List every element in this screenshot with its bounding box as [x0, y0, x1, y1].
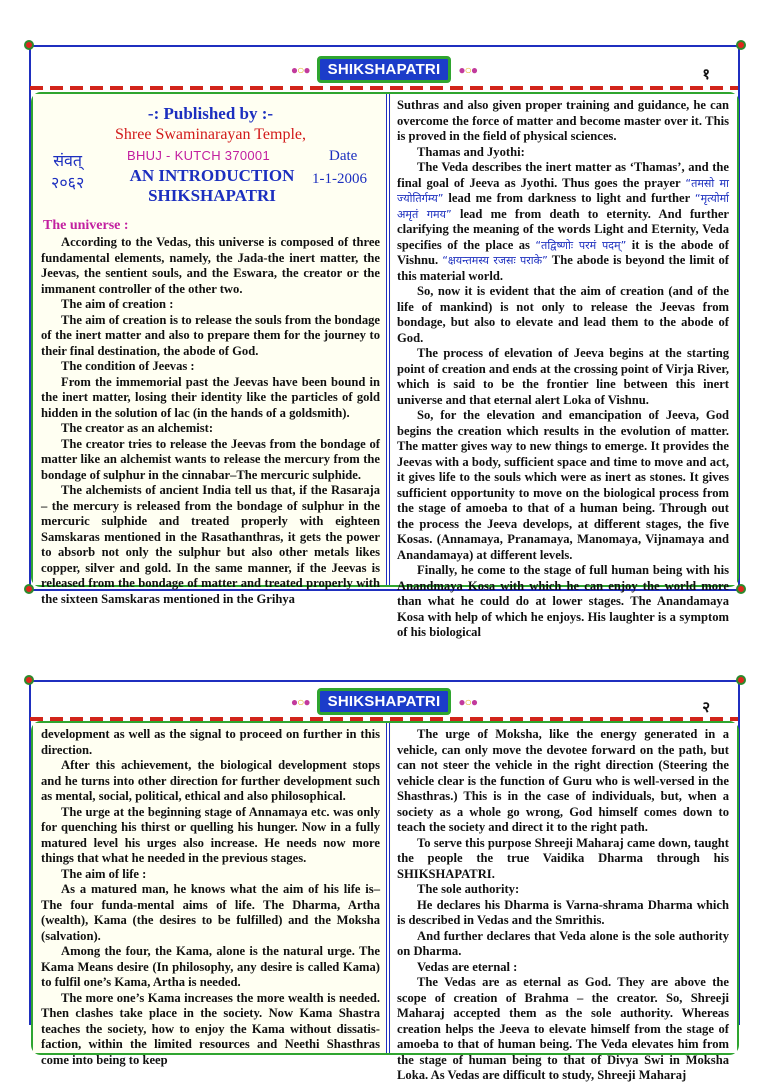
paragraph-thamas — [397, 160, 729, 284]
paragraph: The aim of creation is to release the souls from the bondage of the inert matter and also to prepare them for the journey to their final destination, the abode of God. — [41, 312, 380, 358]
corner-dot — [24, 40, 34, 50]
text-run: it is the abode of Vishnu. — [397, 237, 729, 267]
paragraph: development as well as the signal to proceed on further in this direction. — [41, 727, 380, 757]
column-divider — [386, 723, 390, 1053]
content-box — [31, 721, 739, 1082]
left-column-text — [41, 235, 380, 607]
paragraph: So, for the elevation and emancipation of Jeeva, God begins the creation which results in the evolution of matter. The matter gives way to new things to emerge. It provides the Jeevas with a body, sufficient space and time to move and act, it gives life to the souls which were as inert as stones. It gives sufficient opportunity to move on the biological process from the stage of amoeba to that of a human being. Through out the process the Jeeva develops, at different stages, the five Kosas. (Annamaya, Pranamaya, Manomaya, Vijnamaya and Anandamaya) at different levels. — [397, 408, 729, 562]
paragraph: To serve this purpose Shreeji Maharaj came down, taught the people the true Vaidika Dharma through his SHIKSHAPATRI. — [397, 835, 729, 881]
ornament-right-icon: ●○● — [458, 694, 478, 709]
paragraph: Among the four, the Kama, alone is the natural urge. The Kama Means desire (In philosophy, any desire is called Kama) to fulfil one’s Kama, Artha is needed. — [41, 944, 380, 989]
text-run: lead me from death to eternity. And further clarifying the meaning of the words Light and Eternity, Veda specifies of the place as — [397, 206, 730, 252]
ornament-left-icon: ●○● — [290, 62, 310, 77]
location-text: BHUJ - KUTCH 370001 — [127, 148, 270, 163]
document-title — [123, 166, 301, 206]
corner-dot — [736, 40, 746, 50]
paragraph: The alchemists of ancient India tell us that, if the Rasaraja – the mercury is released from the bondage of sulphur in the mercuric sulphide and treated properly with eighteen Samskaras mentioned in the Rasathanthras, it gets the power to absorb not only the sulphur but also other metals likes copper, silver and gold. In the same manner, if the Jeevas is released from the bondage of matter and treated properly with the sixteen Samskaras mentioned in the Grihya — [41, 483, 380, 606]
section-heading: The aim of creation : — [61, 297, 174, 311]
text-run: The abode is beyond the limit of this material world. — [397, 253, 729, 283]
right-column — [391, 723, 737, 1082]
samvat-year: २०६२ — [51, 173, 85, 192]
paragraph: The urge at the beginning stage of Annamaya etc. was only for quenching his thirst or quelling his hunger. Now in a fully matured level his urges also increase. He needs now more things that what he needed in the previous stages. — [41, 804, 380, 865]
title-line-2: SHIKSHAPATRI — [148, 186, 276, 205]
paragraph: The process of elevation of Jeeva begins at the starting point of creation and ends at the crossing point of Virja River, which is said to be the frontier line between this inert universe and that eternal alert Loka of Vishnu. — [397, 346, 729, 407]
right-column-text — [397, 284, 729, 641]
page-number: १ — [702, 65, 710, 83]
column-divider — [386, 94, 390, 585]
frame-border-top — [30, 45, 740, 47]
paragraph: After this achievement, the biological development stops and he turns into other direction for further development such as mental, social, political, ethical and also philosophical. — [41, 758, 380, 803]
text-run: lead me from darkness to light and further — [443, 191, 695, 205]
page-header — [0, 56, 768, 82]
samvat-block — [51, 150, 84, 194]
ornament-right-icon: ●○● — [458, 62, 478, 77]
right-column-text — [397, 727, 729, 1084]
temple-name: Shree Swaminarayan Temple, — [115, 126, 306, 143]
paragraph: So, now it is evident that the aim of creation (and of the life of mankind) is not only to release the Jeevas from bondage, but also to elevate and lead them to the abode of God. — [397, 284, 729, 345]
page-header — [0, 688, 768, 714]
sanskrit-quote: “क्षयन्तमस्य रजसः पराके” — [442, 254, 548, 267]
section-heading: Thamas and Jyothi: — [417, 144, 525, 159]
samvat-label: संवत् — [53, 151, 83, 170]
header-title-badge: SHIKSHAPATRI — [317, 56, 452, 83]
ornament-left-icon: ●○● — [290, 694, 310, 709]
section-heading: The condition of Jeevas : — [61, 359, 195, 373]
right-column — [391, 94, 737, 639]
section-heading: The creator as an alchemist: — [61, 421, 214, 435]
corner-dot — [24, 675, 34, 685]
dashed-divider — [30, 86, 738, 90]
left-column-text — [41, 727, 380, 1068]
date-value: 1-1-2006 — [312, 171, 367, 187]
content-box — [31, 92, 739, 639]
paragraph: He declares his Dharma is Varna-shrama Dharma which is described in Vedas and the Smrithis. — [397, 897, 729, 927]
page-number: २ — [702, 698, 710, 716]
sanskrit-quote: “तमसो मा ज्योतिर्गम्य” — [397, 176, 729, 205]
paragraph: As a matured man, he knows what the aim of his life is–The four funda-mental aims of life. The Dharma, Artha (wealth), Kama (the desires to be fulfilled) and the Moksha (salvation). — [41, 882, 380, 943]
paragraph: From the immemorial past the Jeevas have been bound in the inert matter, losing their identity like the particles of gold hidden in the solution of lac (in the hands of a goldsmith). — [41, 374, 380, 420]
title-line-1: AN INTRODUCTION — [129, 166, 295, 185]
sanskrit-quote: “मृत्योर्मा अमृतं गमय” — [397, 192, 729, 221]
paragraph: Suthras and also given proper training and guidance, he can overcome the force of matter and become master over it. This is proved in the field of physical sciences. — [397, 98, 729, 143]
title-block — [41, 98, 380, 218]
left-column — [33, 94, 388, 606]
frame-border-top — [30, 680, 740, 682]
published-by: -: Published by :- — [147, 104, 274, 123]
left-column — [33, 723, 388, 1067]
sanskrit-quote: “तद्विष्णोः परमं पदम्” — [535, 238, 627, 252]
paragraph: The creator tries to release the Jeevas from the bondage of matter like an alchemist wants to release the mercury from the bondage of sulphur in the cinnabar–The mercuric sulphide. — [41, 436, 380, 482]
paragraph: The Vedas are as eternal as God. They are above the scope of creation of Brahma – the creator. So, Shreeji Maharaj accepted them as the sole authority. Whereas creation helps the Jeeva to elevate himself from the stage of amoeba to that of human being. The Veda elevates him from the stage of human being to that of Divya Swi in Moksha Loka. As Vedas are difficult to study, Shreeji Maharaj — [397, 975, 729, 1082]
section-heading-universe: The universe : — [43, 218, 129, 233]
date-label: Date — [329, 148, 358, 164]
text-run: The Veda describes the inert matter as ‘Thamas’, and the final goal of Jeeva as Jyothi. Thus goes the prayer — [397, 160, 729, 190]
corner-dot — [24, 584, 34, 594]
paragraph: And further declares that Veda alone is the sole authority on Dharma. — [397, 928, 729, 958]
corner-dot — [736, 675, 746, 685]
header-title-badge: SHIKSHAPATRI — [317, 688, 452, 715]
paragraph: Finally, he come to the stage of full human being with his Anandmaya Kosa with which he can enjoy the world more than what he could do at lower stages. The Anandamaya Kosa with help of which he enjoys. His laughter is a symptom of his biological — [397, 563, 729, 639]
corner-dot — [736, 584, 746, 594]
paragraph: According to the Vedas, this universe is composed of three fundamental elements, namely, the Jada-the inert matter, the Jeevas, the sentient souls, and the Eswara, the creator or the immanent controller of the other two. — [41, 235, 380, 296]
section-heading: The aim of life : — [61, 866, 147, 881]
page-2 — [0, 655, 768, 1082]
paragraph: The urge of Moksha, like the energy generated in a vehicle, can only move the devotee forward on the path, but can not steer the vehicle in the right direction (Steering the vehicle clear is the function of Guru who is well-versed in the Shasthras.) This is in the case of individuals, but, when a society as a whole go wrong, God himself comes down to teach the society and direct it to the right path. — [397, 727, 729, 834]
paragraph: The more one’s Kama increases the more wealth is needed. Then clashes take place in the society. Now Kama Shastra teaches the society, how to enjoy the Kama without dissatis-faction, within the limited resources and Neethi Shasthras come into being to keep — [41, 990, 380, 1067]
section-heading: Vedas are eternal : — [417, 959, 518, 974]
section-heading: The sole authority: — [417, 882, 520, 896]
